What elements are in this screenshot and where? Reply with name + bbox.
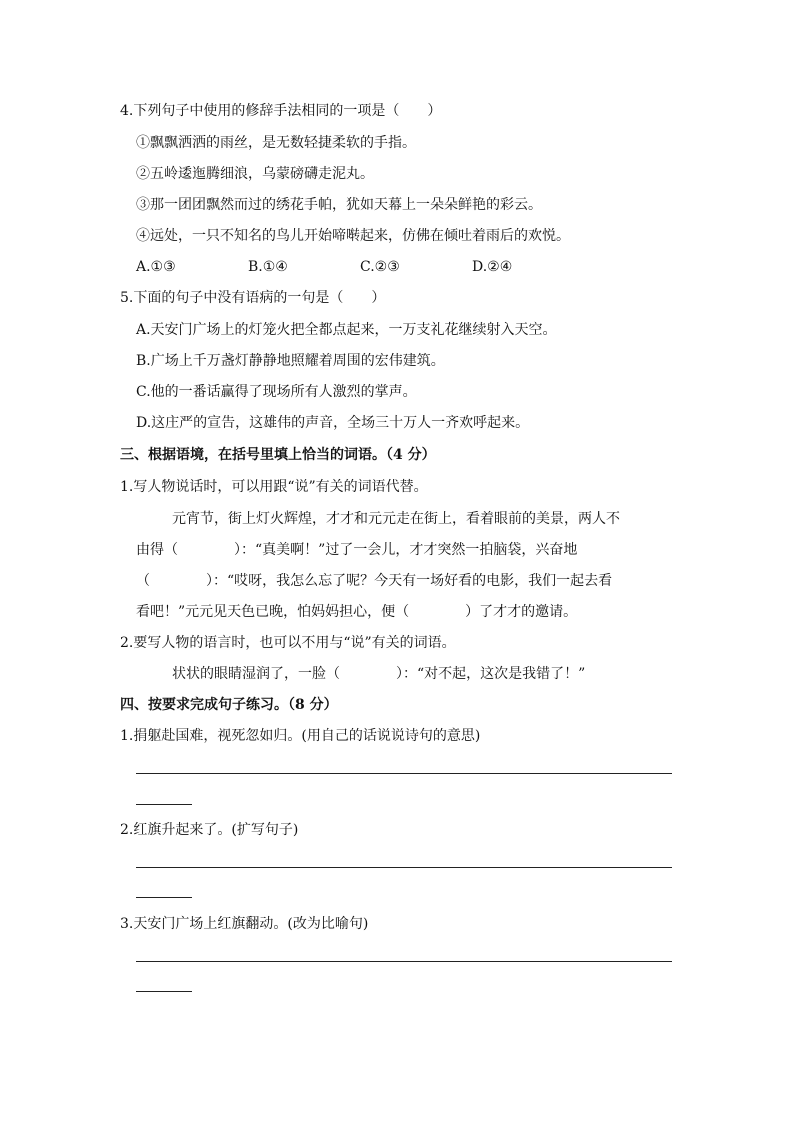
- answer-line-q1-end[interactable]: [136, 804, 192, 805]
- q5-option-b[interactable]: B.广场上千万盏灯静静地照耀着周围的宏伟建筑。: [136, 353, 445, 369]
- section3-q1-line-2: 由得（ ）：“真美啊！”过了一会儿，才才突然一拍脑袋，兴奋地: [136, 542, 578, 558]
- section3-q2-line: 状状的眼睛湿润了，一脸（ ）：“对不起，这次是我错了！”: [172, 666, 586, 682]
- section3-q1-stem: 1.写人物说话时，可以用跟“说”有关的词语代替。: [120, 479, 428, 495]
- q5-stem: 5.下面的句子中没有语病的一句是（ ）: [120, 290, 386, 306]
- q4-item-4: ④远处，一只不知名的鸟儿开始啼啭起来，仿佛在倾吐着雨后的欢悦。: [136, 228, 570, 244]
- section4-q3: 3.天安门广场上红旗翻动。(改为比喻句): [120, 916, 369, 932]
- q4-item-3: ③那一团团飘然而过的绣花手帕，犹如天幕上一朵朵鲜艳的彩云。: [136, 197, 542, 213]
- section3-q1-line-4: 看吧！”元元见天色已晚，怕妈妈担心，便（ ）了才才的邀请。: [136, 604, 578, 620]
- q4-item-1: ①飘飘洒洒的雨丝，是无数轻捷柔软的手指。: [136, 135, 416, 151]
- q5-option-a[interactable]: A.天安门广场上的灯笼火把全都点起来，一万支礼花继续射入天空。: [136, 322, 557, 338]
- section3-q1-line-1: 元宵节，街上灯火辉煌，才才和元元走在街上，看着眼前的美景，两人不: [172, 511, 620, 527]
- q4-stem: 4.下列句子中使用的修辞手法相同的一项是（ ）: [120, 103, 442, 119]
- q4-choices: [136, 257, 584, 277]
- q4-choice-c[interactable]: C.②③: [360, 259, 400, 275]
- q5-option-c[interactable]: C.他的一番话赢得了现场所有人激烈的掌声。: [136, 384, 417, 400]
- section3-heading: 三、根据语境，在括号里填上恰当的词语。（4 分）: [120, 447, 436, 463]
- section3-q1-line-3: （ ）：“哎呀，我怎么忘了呢？今天有一场好看的电影，我们一起去看: [136, 573, 613, 589]
- q4-item-2: ②五岭逶迤腾细浪，乌蒙磅礴走泥丸。: [136, 166, 374, 182]
- q4-choice-a[interactable]: A.①③: [136, 259, 176, 275]
- section4-heading: 四、按要求完成句子练习。（8 分）: [120, 697, 338, 713]
- answer-line-q3[interactable]: [136, 961, 672, 962]
- section4-q1: 1.捐躯赴国难，视死忽如归。(用自己的话说说诗句的意思): [120, 728, 481, 744]
- answer-line-q2[interactable]: [136, 867, 672, 868]
- answer-line-q3-end[interactable]: [136, 991, 192, 992]
- answer-line-q2-end[interactable]: [136, 897, 192, 898]
- answer-line-q1[interactable]: [136, 773, 672, 774]
- q5-option-d[interactable]: D.这庄严的宣告，这雄伟的声音，全场三十万人一齐欢呼起来。: [136, 415, 530, 431]
- section4-q2: 2.红旗升起来了。(扩写句子): [120, 822, 299, 838]
- q4-choice-d[interactable]: D.②④: [472, 259, 513, 275]
- q4-choice-b[interactable]: B.①④: [248, 259, 288, 275]
- section3-q2-stem: 2.要写人物的语言时，也可以不用与“说”有关的词语。: [120, 635, 456, 651]
